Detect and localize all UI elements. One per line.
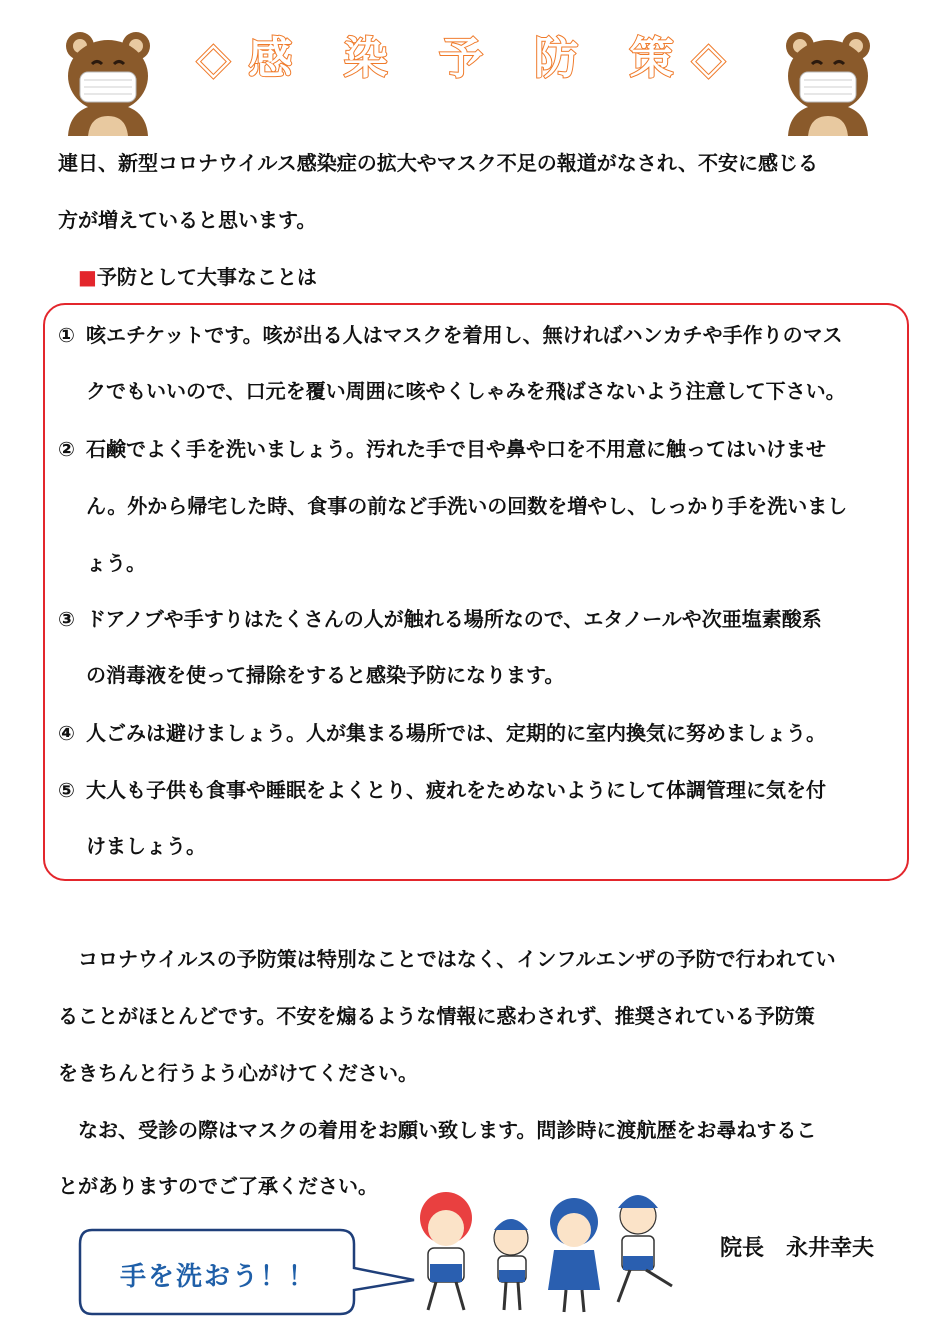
item-text: けましょう。	[86, 834, 206, 858]
item-text: ょう。	[86, 551, 146, 575]
bear-with-mask-icon	[58, 24, 158, 136]
item-text: クでもいいので、口元を覆い周囲に咳やくしゃみを飛ばさないよう注意して下さい。	[86, 379, 846, 403]
intro-line: 連日、新型コロナウイルス感染症の拡大やマスク不足の報道がなされ、不安に感じる	[58, 151, 818, 175]
item-number: ④	[58, 721, 75, 745]
red-square-marker: ■	[78, 265, 97, 289]
closing-line: コロナウイルスの予防策は特別なことではなく、インフルエンザの予防で行われてい	[58, 947, 836, 971]
closing-line: なお、受診の際はマスクの着用をお願い致します。問診時に渡航歴をお尋ねするこ	[58, 1118, 817, 1142]
list-item-1	[58, 322, 843, 348]
intro-line: 方が増えていると思います。	[58, 208, 317, 232]
page-title: ◇感 染 予 防 策◇	[196, 33, 744, 84]
section-heading	[78, 264, 317, 290]
closing-line: をきちんと行うよう心がけてください。	[58, 1061, 418, 1085]
item-text: 人ごみは避けましょう。人が集まる場所では、定期的に室内換気に努めましょう。	[86, 721, 826, 745]
item-text: の消毒液を使って掃除をすると感染予防になります。	[86, 663, 565, 687]
item-number: ③	[58, 607, 75, 631]
signature: 院長 永井幸夫	[720, 1236, 875, 1261]
callout-text: 手を洗おう！！	[120, 1262, 317, 1292]
item-text: 大人も子供も食事や睡眠をよくとり、疲れをためないようにして体調管理に気を付	[86, 778, 826, 802]
item-text: 石鹸でよく手を洗いましょう。汚れた手で目や鼻や口を不用意に触ってはいけませ	[86, 437, 826, 461]
list-item-4	[58, 720, 826, 746]
list-item-3	[58, 606, 822, 632]
item-text: ん。外から帰宅した時、食事の前など手洗いの回数を増やし、しっかり手を洗いまし	[86, 494, 848, 518]
list-item-2	[58, 436, 826, 462]
closing-line: ることがほとんどです。不安を煽るような情報に惑わされず、推奨されている予防策	[58, 1004, 815, 1028]
list-item-5	[58, 777, 826, 803]
item-number: ⑤	[58, 778, 75, 802]
bear-with-mask-icon	[778, 24, 878, 136]
heading-text: 予防として大事なことは	[96, 265, 317, 289]
item-text: ドアノブや手すりはたくさんの人が触れる場所なので、エタノールや次亜塩素酸系	[86, 607, 822, 631]
item-text: 咳エチケットです。咳が出る人はマスクを着用し、無ければハンカチや手作りのマス	[86, 323, 843, 347]
children-washing-hands-icon	[406, 1178, 686, 1318]
item-number: ②	[58, 437, 75, 461]
closing-line: とがありますのでご了承ください。	[58, 1174, 378, 1198]
item-number: ①	[58, 323, 75, 347]
